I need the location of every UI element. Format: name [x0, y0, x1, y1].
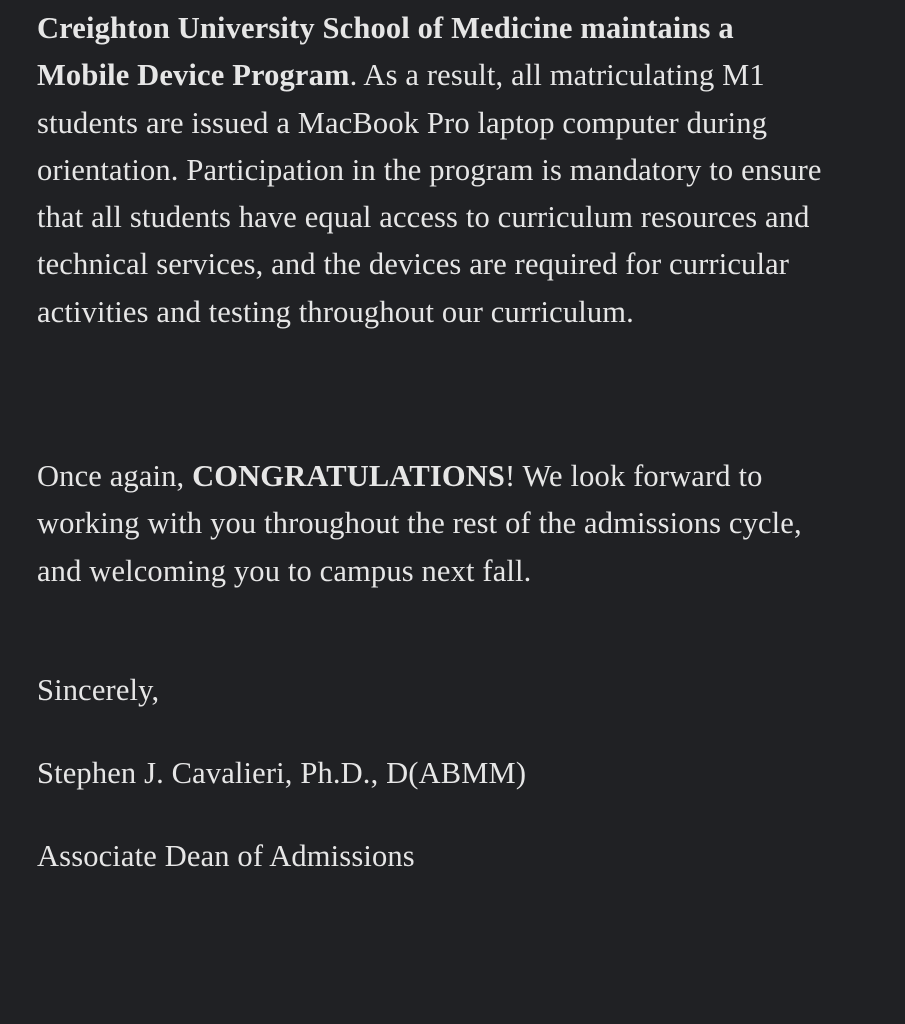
congratulations-bold-text: CONGRATULATIONS	[192, 459, 506, 493]
paragraph-line	[37, 52, 822, 99]
signer-name: Stephen J. Cavalieri, Ph.D., D(ABMM)	[37, 756, 527, 790]
program-name-bold-text: Mobile Device Program	[37, 58, 350, 93]
paragraph-line: students are issued a MacBook Pro laptop computer during	[37, 105, 768, 140]
paragraph-line	[37, 453, 802, 500]
paragraph-line: that all students have equal access to curriculum resources and	[37, 200, 810, 235]
paragraph-line: technical services, and the devices are required for curricular	[37, 247, 790, 282]
paragraph-line: activities and testing throughout our curriculum.	[37, 294, 634, 329]
paragraph-text: Once again,	[37, 459, 193, 493]
paragraph-line: orientation. Participation in the program is mandatory to ensure	[37, 152, 822, 187]
signer-title: Associate Dean of Admissions	[37, 839, 415, 873]
paragraph-text: ! We look forward to	[505, 459, 763, 493]
signoff: Sincerely,	[37, 673, 160, 707]
paragraph-line	[37, 5, 822, 52]
paragraph-line: and welcoming you to campus next fall.	[37, 553, 532, 588]
congratulations-paragraph	[37, 453, 802, 595]
program-heading-bold-text: Creighton University School of Medicine maintains a	[37, 11, 734, 45]
paragraph-text: . As a result, all matriculating M1	[349, 58, 765, 93]
mobile-device-program-paragraph	[37, 5, 822, 336]
paragraph-line: working with you throughout the rest of the admissions cycle,	[37, 506, 802, 541]
